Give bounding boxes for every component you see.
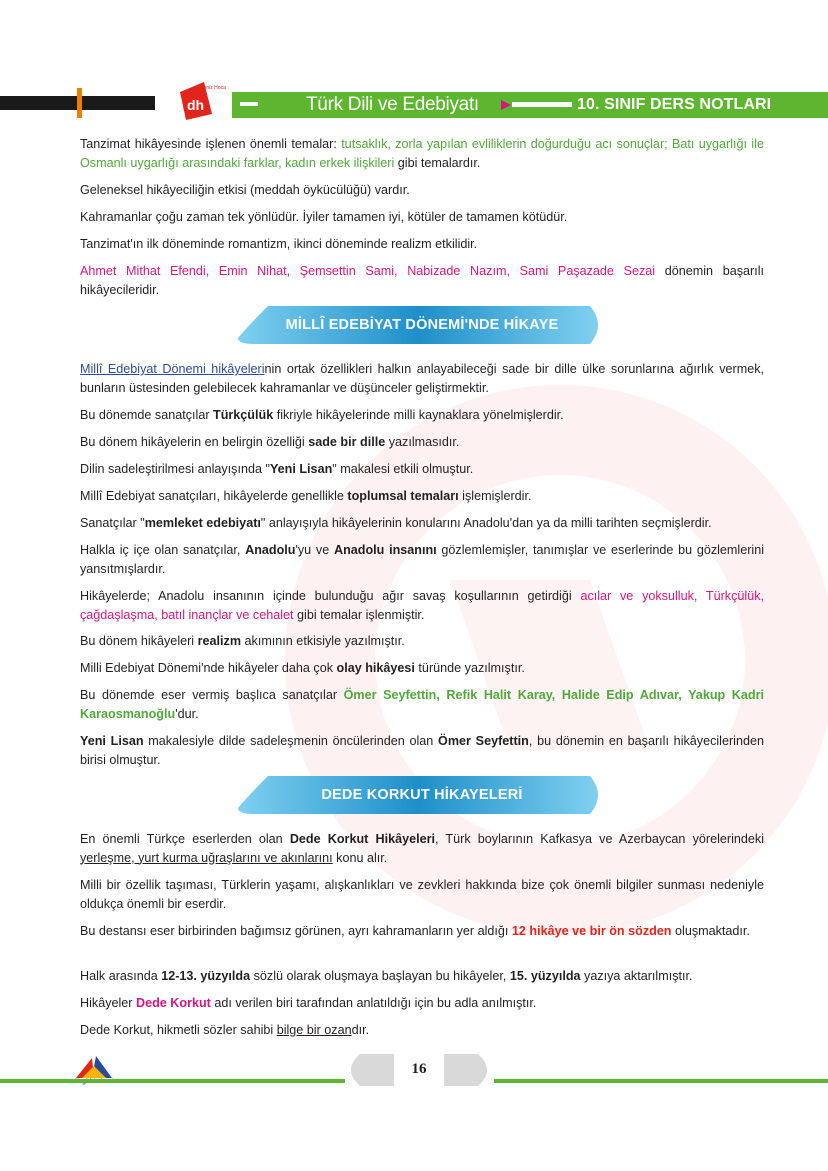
- milli-paragraph-2: Bu dönemde sanatçılar Türkçülük fikriyle hikâyelerinde milli kaynaklara yönelmişlerdir.: [80, 408, 564, 422]
- milli-paragraph-8: Hikâyelerde; Anadolu insanının içinde bulunduğu ağır savaş koşullarının getirdiği acılar ve yoksulluk, Türkçülük, çağdaşlaşma, batıl inançlar ve cehalet gibi temalar işlenmiştir.: [80, 589, 765, 622]
- header-accent: [77, 88, 82, 118]
- intro-paragraph-3: Kahramanlar çoğu zaman tek yönlüdür. İyiler tamamen iyi, kötüler de tamamen kötüdür.: [80, 210, 568, 224]
- header-notch: [240, 102, 258, 106]
- intro-paragraph-5: Ahmet Mithat Efendi, Emin Nihat, Şemsettin Sami, Nabizade Nazım, Sami Paşazade Sezai dönemin başarılı hikâyecileridir.: [80, 264, 764, 297]
- milli-paragraph-3: Bu dönem hikâyelerin en belirgin özelliği sade bir dille yazılmasıdır.: [80, 435, 460, 449]
- section-title-dede-korkut: DEDE KORKUT HİKAYELERİ: [321, 787, 523, 803]
- milli-paragraph-4: Dilin sadeleştirilmesi anlayışında "Yeni Lisan" makalesi etkili olmuştur.: [80, 462, 474, 476]
- milli-paragraph-7: Halkla iç içe olan sanatçılar, Anadolu'yu ve Anadolu insanını gözlemlemişler, tanımışlar ve eserlerinde bu gözlemlerini yansıtmışlardır.: [80, 543, 765, 576]
- intro-paragraph-2: Geleneksel hikâyeciliğin etkisi (meddah öykücülüğü) vardır.: [80, 183, 410, 197]
- dede-paragraph-3: Bu destansı eser birbirinden bağımsız görünen, ayrı kahramanların yer aldığı 12 hikâye ve bir ön sözden oluşmaktadır.: [80, 924, 750, 938]
- dede-paragraph-4: Halk arasında 12-13. yüzyılda sözlü olarak oluşmaya başlayan bu hikâyeler, 15. yüzyılda yazıya aktarılmıştır.: [80, 969, 693, 983]
- notes-label: 10. SINIF DERS NOTLARI: [577, 96, 772, 113]
- milli-paragraph-1: Millî Edebiyat Dönemi hikâyelerinin ortak özellikleri halkın anlayabileceği sade bir dille ülke sorunlarına ağırlık vermek, bunların üstesinden gelebilecek kahramanlar ve düşünceler geliştirmektir.: [80, 362, 765, 395]
- section-title-milli: MİLLÎ EDEBİYAT DÖNEMİ'NDE HİKAYE: [285, 317, 559, 333]
- deniz-hoca-logo: [176, 80, 226, 122]
- milli-paragraph-5: Millî Edebiyat sanatçıları, hikâyelerde genellikle toplumsal temaları işlemişlerdir.: [80, 489, 532, 503]
- dede-paragraph-5: Hikâyeler Dede Korkut adı verilen biri tarafından anlatıldığı için bu adla anılmıştır.: [80, 996, 537, 1010]
- milli-paragraph-12: Yeni Lisan makalesiyle dilde sadeleşmenin öncülerinden olan Ömer Seyfettin, bu dönemin en başarılı hikâyecilerinden birisi olmuştur.: [80, 734, 764, 767]
- dede-paragraph-1: En önemli Türkçe eserlerden olan Dede Korkut Hikâyeleri, Türk boylarının Kafkasya ve Azerbaycan yörelerindeki yerleşme, yurt kurma uğraşlarını ve akınlarını konu alır.: [80, 832, 764, 865]
- header-arrow-icon: [501, 100, 511, 110]
- intro-paragraph-1: Tanzimat hikâyesinde işlenen önemli temalar: tutsaklık, zorla yapılan evliliklerin doğurduğu acı sonuçlar; Batı uygarlığı ile Osmanlı uygarlığı arasındaki farklar, kadın erkek ilişkileri gibi temalardır.: [80, 137, 764, 170]
- milli-paragraph-11: Bu dönemde eser vermiş başlıca sanatçılar Ömer Seyfettin, Refik Halit Karay, Halide Edip Adıvar, Yakup Kadri Karaosmanoğlu'dur.: [80, 688, 765, 721]
- intro-paragraph-4: Tanzimat'ın ilk döneminde romantizm, ikinci döneminde realizm etkilidir.: [80, 237, 478, 251]
- svg-text:dh: dh: [187, 97, 205, 113]
- header-divider: [512, 102, 572, 107]
- page-number: 16: [411, 1061, 427, 1077]
- milli-paragraph-9: Bu dönem hikâyeleri realizm akımının etkisiyle yazılmıştır.: [80, 634, 405, 648]
- subject-title: Türk Dili ve Edebiyatı: [306, 94, 479, 115]
- section-banner-milli: [238, 306, 606, 344]
- milli-paragraph-10: Milli Edebiyat Dönemi'nde hikâyeler daha çok olay hikâyesi türünde yazılmıştır.: [80, 661, 525, 675]
- footer-line-left: [0, 1079, 345, 1083]
- footer-line-right: [494, 1079, 828, 1083]
- svg-text:Deniz Hoca: Deniz Hoca: [200, 85, 226, 91]
- dede-paragraph-2: Milli bir özellik taşıması, Türklerin yaşamı, alışkanlıkları ve zevkleri hakkında bize çok önemli bilgiler sunması nedeniyle oldukça önemli bir eserdir.: [80, 878, 764, 911]
- dede-paragraph-6: Dede Korkut, hikmetli sözler sahibi bilge bir ozandır.: [80, 1023, 370, 1037]
- section-banner-dede-korkut: [238, 776, 606, 814]
- milli-paragraph-6: Sanatçılar "memleket edebiyatı" anlayışıyla hikâyelerinin konularını Anadolu'dan ya da milli tarihten seçmişlerdir.: [80, 516, 712, 530]
